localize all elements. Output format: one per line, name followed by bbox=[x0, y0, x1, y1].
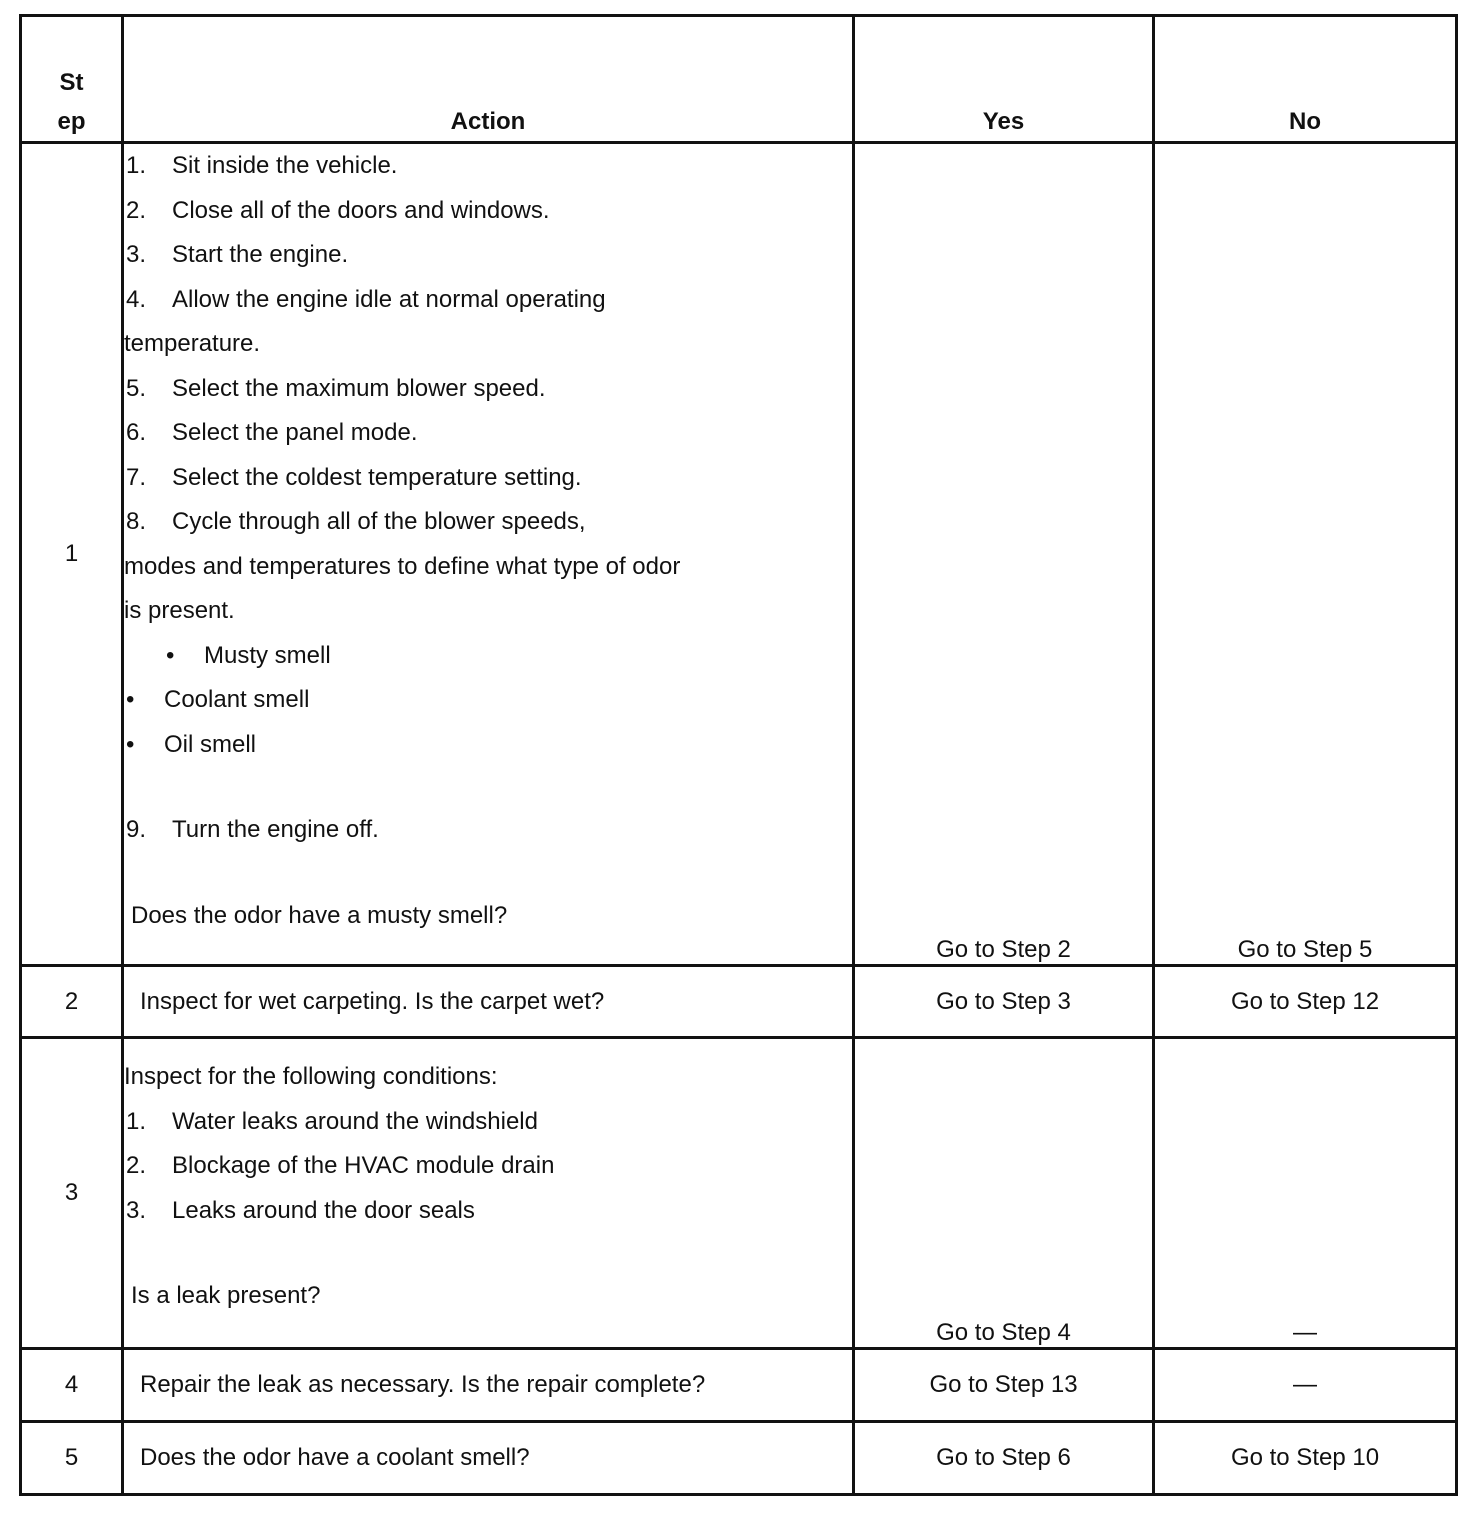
step-number: 3 bbox=[21, 1038, 123, 1349]
list-item: 2. Close all of the doors and windows. bbox=[126, 196, 550, 224]
yes-cell: Go to Step 3 bbox=[854, 966, 1154, 1038]
list-item: 5. Select the maximum blower speed. bbox=[126, 374, 546, 402]
no-cell: Go to Step 5 bbox=[1154, 143, 1457, 966]
table-row-step-3 bbox=[21, 1038, 1457, 1349]
list-item: 1. Water leaks around the windshield bbox=[126, 1107, 538, 1135]
list-item-continuation: temperature. bbox=[124, 330, 261, 357]
action-cell: Inspect for wet carpeting. Is the carpet wet? bbox=[123, 966, 854, 1038]
header-step bbox=[21, 16, 123, 143]
bullet-item: • Musty smell bbox=[124, 634, 852, 679]
bullet-icon: • bbox=[126, 730, 135, 758]
list-item: 1. Sit inside the vehicle. bbox=[126, 152, 398, 179]
list-item: 4. Allow the engine idle at normal operating bbox=[126, 285, 606, 313]
step-number: 1 bbox=[21, 143, 123, 966]
list-item: 3. Leaks around the door seals bbox=[126, 1196, 475, 1224]
no-cell: — bbox=[1154, 1349, 1457, 1422]
action-cell bbox=[123, 1038, 854, 1349]
intro-text: Inspect for the following conditions: bbox=[124, 1063, 498, 1090]
step-number: 4 bbox=[21, 1349, 123, 1422]
yes-cell: Go to Step 4 bbox=[854, 1038, 1154, 1349]
diagnostic-table bbox=[19, 14, 1458, 1496]
action-cell: Repair the leak as necessary. Is the repair complete? bbox=[123, 1349, 854, 1422]
table-row-step-5 bbox=[21, 1422, 1457, 1495]
list-item: 3. Start the engine. bbox=[126, 241, 349, 268]
step-number: 2 bbox=[21, 966, 123, 1038]
header-yes: Yes bbox=[854, 16, 1154, 143]
list-item: 7. Select the coldest temperature setting. bbox=[126, 463, 582, 491]
header-row bbox=[21, 16, 1457, 143]
yes-cell: Go to Step 13 bbox=[854, 1349, 1154, 1422]
list-item-continuation: is present. bbox=[124, 597, 235, 624]
bullet-item: • Oil smell bbox=[124, 723, 852, 768]
question-text: Is a leak present? bbox=[131, 1282, 321, 1309]
list-item: 9. Turn the engine off. bbox=[126, 816, 379, 843]
header-step-line1: St bbox=[59, 69, 84, 96]
bullet-icon: • bbox=[166, 641, 175, 669]
action-cell bbox=[123, 143, 854, 966]
yes-cell: Go to Step 6 bbox=[854, 1422, 1154, 1495]
bullet-item: • Coolant smell bbox=[124, 678, 852, 723]
no-cell: Go to Step 12 bbox=[1154, 966, 1457, 1038]
header-no: No bbox=[1154, 16, 1457, 143]
table-row-step-2 bbox=[21, 966, 1457, 1038]
header-action: Action bbox=[123, 16, 854, 143]
list-item: 2. Blockage of the HVAC module drain bbox=[126, 1152, 555, 1179]
table-row-step-1 bbox=[21, 143, 1457, 966]
step-number: 5 bbox=[21, 1422, 123, 1495]
bullet-icon: • bbox=[126, 686, 135, 713]
yes-cell: Go to Step 2 bbox=[854, 143, 1154, 966]
header-step-line2: ep bbox=[57, 108, 86, 135]
list-item-continuation: modes and temperatures to define what type of odor bbox=[124, 552, 681, 580]
table-row-step-4 bbox=[21, 1349, 1457, 1422]
question-text: Does the odor have a musty smell? bbox=[131, 901, 508, 929]
list-item: 8. Cycle through all of the blower speeds, bbox=[126, 508, 586, 535]
no-cell: — bbox=[1154, 1038, 1457, 1349]
action-cell: Does the odor have a coolant smell? bbox=[123, 1422, 854, 1495]
no-cell: Go to Step 10 bbox=[1154, 1422, 1457, 1495]
list-item: 6. Select the panel mode. bbox=[126, 419, 418, 446]
